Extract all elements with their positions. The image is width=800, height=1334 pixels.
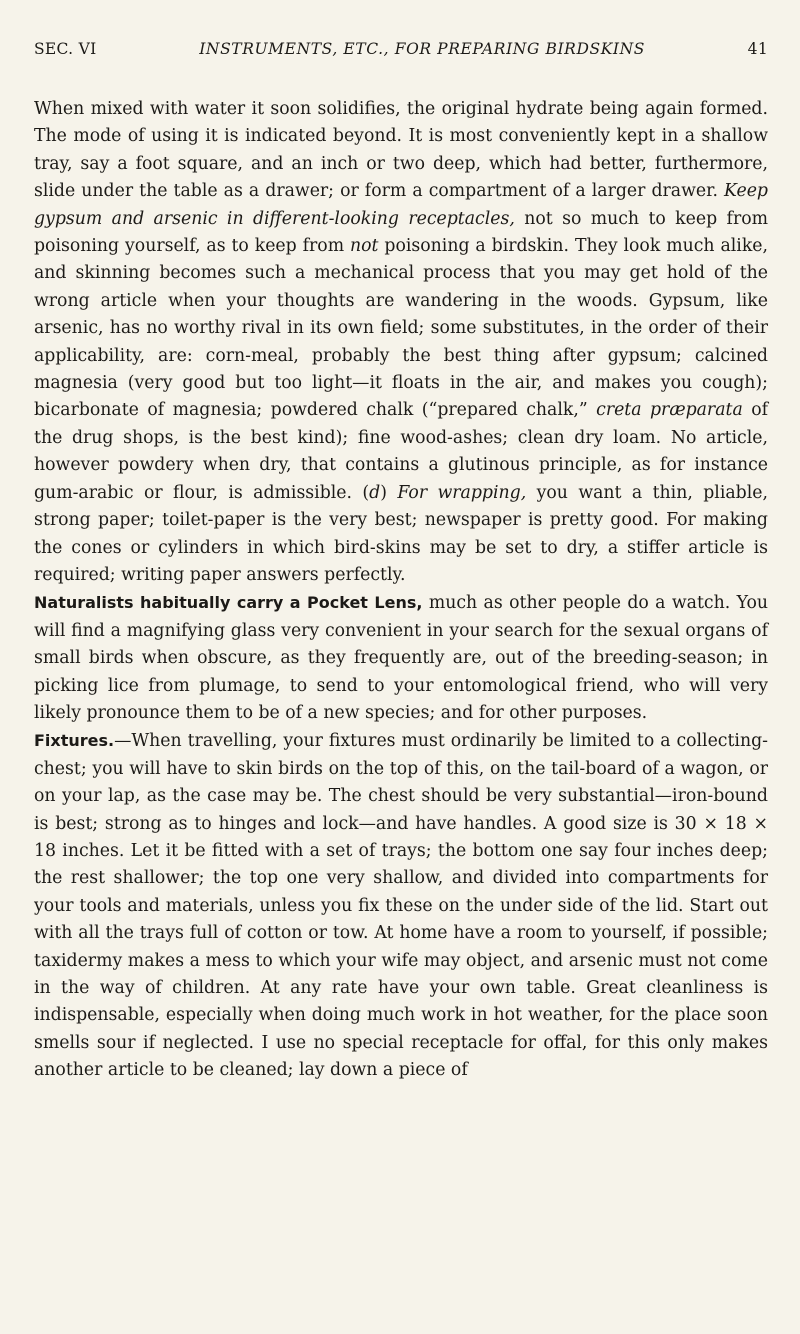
italic-run: not bbox=[350, 236, 379, 257]
italic-run: For wrapping, bbox=[397, 482, 527, 503]
text-run: of the drug shops, is the best kind); fine wood-ashes; clean dry loam. No article, however powdery when dry, that contains a glutinous principle, as for instance gum-arabic or flour, is admissible. ( bbox=[34, 400, 768, 503]
text-run: not so much to keep from poisoning yourself, as to keep from bbox=[34, 208, 768, 257]
section-label: SEC. VI bbox=[34, 40, 97, 58]
bold-lead-heading: Fixtures. bbox=[34, 731, 115, 751]
paragraph-fixtures bbox=[34, 727, 768, 1084]
text-run: When mixed with water it soon solidifies, the original hydrate being again formed. The mode of using it is indicated beyond. It is most conveniently kept in a shallow tray, say a foot square, and an inch or two deep, which had better, furthermore, slide under the table as a drawer; or form a compartment of a larger drawer. bbox=[34, 99, 768, 202]
italic-run: d bbox=[369, 482, 381, 503]
running-title: INSTRUMENTS, ETC., FOR PREPARING BIRDSKINS bbox=[199, 40, 645, 58]
text-run: ) bbox=[380, 482, 398, 503]
body-text bbox=[34, 96, 768, 1085]
paragraph-pocket-lens bbox=[34, 589, 768, 727]
paragraph-gypsum bbox=[34, 96, 768, 589]
italic-run: Keep gypsum and arsenic in different-looking receptacles, bbox=[34, 181, 768, 229]
page-number: 41 bbox=[747, 40, 768, 58]
running-header bbox=[34, 40, 768, 58]
text-run: poisoning a birdskin. They look much alike, and skinning becomes such a mechanical process that you may get hold of the wrong article when your thoughts are wandering in the woods. Gypsum, like arsenic, has no worthy rival in its own field; some substitutes, in the order of their applicability, are: corn-meal, probably the best thing after gypsum; calcined magnesia (very good but too light—it floats in the air, and makes you cough); bicarbonate of magnesia; powdered chalk (“prepared chalk,” bbox=[34, 236, 769, 421]
text-run: much as other people do a watch. You will find a magnifying glass very convenient in your search for the sexual organs of small birds when obscure, as they frequently are, out of the breeding-season; in picking lice from plumage, to send to your entomological friend, who will very likely pronounce them to be of a new species; and for other purposes. bbox=[34, 593, 769, 723]
text-run: you want a thin, pliable, strong paper; toilet-paper is the very best; newspaper is pretty good. For making the cones or cylinders in which bird-skins may be set to dry, a stiffer article is required; writing paper answers perfectly. bbox=[34, 482, 768, 585]
text-run: —When travelling, your fixtures must ordinarily be limited to a collecting-chest; you will have to skin birds on the top of this, on the tail-board of a wagon, or on your lap, as the case may be. The chest should be very substantial—iron-bound is best; strong as to hinges and lock—and have handles. A good size is 30 × 18 × 18 inches. Let it be fitted with a set of trays; the bottom one say four inches deep; the rest shallower; the top one very shallow, and divided into compartments for your tools and materials, unless you fix these on the under side of the lid. Start out with all the trays full of cotton or tow. At home have a room to yourself, if possible; taxidermy makes a mess to which your wife may object, and arsenic must not come in the way of children. At any rate have your own table. Great cleanliness is indispensable, especially when doing much work in hot weather, for the place soon smells sour if neglected. I use no special receptacle for offal, for this only makes another article to be cleaned; lay down a piece of bbox=[34, 731, 768, 1081]
italic-run: creta præparata bbox=[596, 400, 743, 421]
bold-lead-heading: Naturalists habitually carry a Pocket Lens, bbox=[34, 593, 423, 613]
